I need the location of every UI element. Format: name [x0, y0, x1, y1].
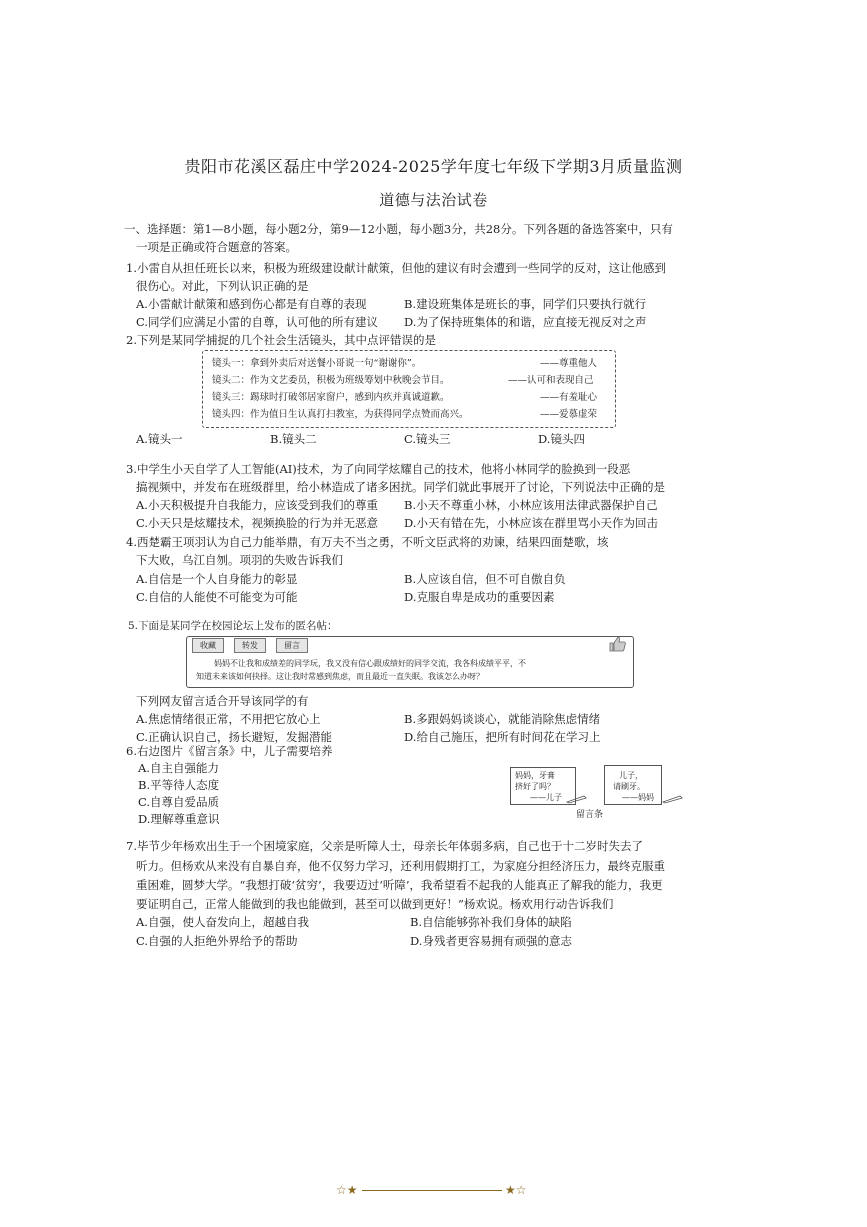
footer-stars-right: ★☆	[505, 1183, 527, 1197]
question-5-stem: 5.下面是某同学在校园论坛上发布的匿名帖：	[128, 620, 338, 632]
tab-favorite[interactable]: 收藏	[192, 638, 224, 653]
question-3-option-c: C.小天只是炫耀技术，视频换脸的行为并无恶意	[136, 516, 379, 530]
question-3-option-b: B.小天不尊重小林，小林应该用法律武器保护自己	[404, 498, 658, 512]
question-1-stem: 1.小雷自从担任班长以来，积极为班级建设献计献策，但他的建议有时会遭到一些同学的反对，这让他感到	[126, 261, 666, 275]
question-7-option-d: D.身残者更容易拥有顽强的意志	[410, 934, 572, 948]
question-5-option-b: B.多跟妈妈谈谈心，就能消除焦虑情绪	[404, 712, 601, 726]
question-3-option-d: D.小天有错在先，小林应该在群里骂小天作为回击	[404, 516, 658, 530]
question-7-option-b: B.自信能够弥补我们身体的缺陷	[410, 915, 572, 929]
question-7-option-c: C.自强的人拒绝外界给予的帮助	[136, 934, 298, 948]
question-2-option-a: A.镜头一	[136, 432, 183, 446]
question-3-option-a: A.小天积极提升自我能力，应该受到我们的尊重	[136, 498, 378, 512]
section-instructions: 一、选择题：第1—8小题，每小题2分，第9—12小题，每小题3分，共28分。下列各题的备选答案中，只有	[124, 222, 673, 236]
note-caption: 留言条	[576, 810, 604, 820]
question-6-stem: 6.右边图片《留言条》中，儿子需要培养	[126, 744, 333, 758]
shot-1-comment: ——尊重他人	[540, 358, 598, 369]
question-3-stem: 3.中学生小天自学了人工智能(AI)技术，为了向同学炫耀自己的技术，他将小林同学的脸换到一段恶	[126, 462, 631, 476]
footer-divider	[362, 1190, 502, 1191]
question-3-stem-cont: 搞视频中，并发布在班级群里，给小林造成了诸多困扰。同学们就此事展开了讨论，下列说法中正确的是	[136, 480, 665, 494]
note-mom-sign: ——妈妈	[622, 793, 654, 802]
question-7-stem-cont3: 要证明自己，正常人能做到的我也能做到，甚至可以做到更好！”杨欢说。杨欢用行动告诉我们	[136, 897, 614, 911]
tab-comment[interactable]: 留言	[276, 638, 308, 653]
question-5-stem-2: 下列网友留言适合开导该同学的有	[136, 694, 309, 708]
question-6-option-a: A.自主自强能力	[138, 761, 219, 775]
question-7-stem-cont2: 重困难，圆梦大学。“我想打破‘贫穷’，我要迈过‘听障’，我希望看不起我的人能真正了解我的能力，我更	[136, 878, 663, 892]
page-title: 贵阳市花溪区磊庄中学2024-2025学年度七年级下学期3月质量监测	[184, 157, 683, 176]
page-subtitle: 道德与法治试卷	[379, 191, 488, 209]
forum-post-text-cont: 知道未来该如何抉择。这让我时常感到焦虑，而且最近一直失眠。我该怎么办呀？	[196, 672, 484, 681]
question-5-option-c: C.正确认识自己，扬长避短，发掘潜能	[136, 730, 333, 744]
shot-2: 镜头二：作为文艺委员，积极为班级筹划中秋晚会节目。	[212, 375, 450, 386]
shot-2-comment: ——认可和表现自己	[508, 375, 594, 386]
question-1-option-d: D.为了保持班集体的和谐，应直接无视反对之声	[404, 315, 647, 329]
question-4-stem: 4.西楚霸王项羽认为自己力能举鼎，有万夫不当之勇，不听文臣武将的劝谏，结果四面楚歌，垓	[126, 535, 609, 549]
shot-1: 镜头一：拿到外卖后对送餐小哥说一句“谢谢你”。	[212, 358, 422, 369]
question-6-option-d: D.理解尊重意识	[138, 812, 220, 826]
shot-4: 镜头四：作为值日生认真打扫教室，为获得同学点赞而高兴。	[212, 409, 469, 420]
question-4-option-a: A.自信是一个人自身能力的彰显	[136, 572, 298, 586]
note-son-line2: 挤好了吗？	[515, 782, 555, 791]
shot-4-comment: ——爱慕虚荣	[540, 409, 598, 420]
footer-stars-left: ☆★	[336, 1183, 358, 1197]
question-7-stem-cont1: 听力。但杨欢从来没有自暴自弃，他不仅努力学习，还利用假期打工，为家庭分担经济压力，最终克服重	[136, 859, 665, 873]
shot-3-comment: ——有羞耻心	[540, 392, 598, 403]
thumbs-up-icon	[608, 636, 626, 656]
question-1-option-a: A.小雷献计献策和感到伤心都是有自尊的表现	[136, 297, 367, 311]
tab-share[interactable]: 转发	[234, 638, 266, 653]
question-2-option-d: D.镜头四	[538, 432, 585, 446]
question-5-option-a: A.焦虑情绪很正常，不用把它放心上	[136, 712, 321, 726]
note-mom-line1: 儿子，	[619, 771, 643, 780]
question-6-option-c: C.自尊自爱品质	[138, 795, 220, 809]
pencil-icon	[566, 789, 588, 808]
note-son-sign: ——儿子	[530, 793, 562, 802]
question-1-option-b: B.建设班集体是班长的事，同学们只要执行就行	[404, 297, 647, 311]
question-7-option-a: A.自强，使人奋发向上，超越自我	[136, 915, 309, 929]
question-4-stem-cont: 下大败，乌江自刎。项羽的失败告诉我们	[136, 553, 343, 567]
question-6-option-b: B.平等待人态度	[138, 778, 220, 792]
question-4-option-d: D.克服自卑是成功的重要因素	[404, 590, 555, 604]
question-4-option-c: C.自信的人能使不可能变为可能	[136, 590, 298, 604]
question-1-option-c: C.同学们应满足小雷的自尊，认可他的所有建议	[136, 315, 379, 329]
question-1-stem-cont: 很伤心。对此，下列认识正确的是	[136, 279, 309, 293]
question-2-option-b: B.镜头二	[270, 432, 317, 446]
question-4-option-b: B.人应该自信，但不可自傲自负	[404, 572, 566, 586]
question-2-option-c: C.镜头三	[404, 432, 451, 446]
forum-post-text: 妈妈不让我和成绩差的同学玩，我又没有信心跟成绩好的同学交流，我各科成绩平平，不	[214, 659, 526, 668]
question-5-option-d: D.给自己施压，把所有时间花在学习上	[404, 730, 601, 744]
note-mom-line2: 请刷牙。	[613, 782, 645, 791]
section-instructions-cont: 一项是正确或符合题意的答案。	[136, 240, 297, 254]
shot-3: 镜头三：踢球时打破邻居家窗户，感到内疚并真诚道歉。	[212, 392, 450, 403]
question-7-stem: 7.毕节少年杨欢出生于一个困境家庭，父亲是听障人士，母亲长年体弱多病，自己也于十二岁时失去了	[126, 839, 643, 853]
pencil-icon	[662, 789, 684, 808]
note-son-line1: 妈妈，牙膏	[515, 771, 555, 780]
question-2-stem: 2.下列是某同学捕捉的几个社会生活镜头，其中点评错误的是	[126, 333, 436, 347]
